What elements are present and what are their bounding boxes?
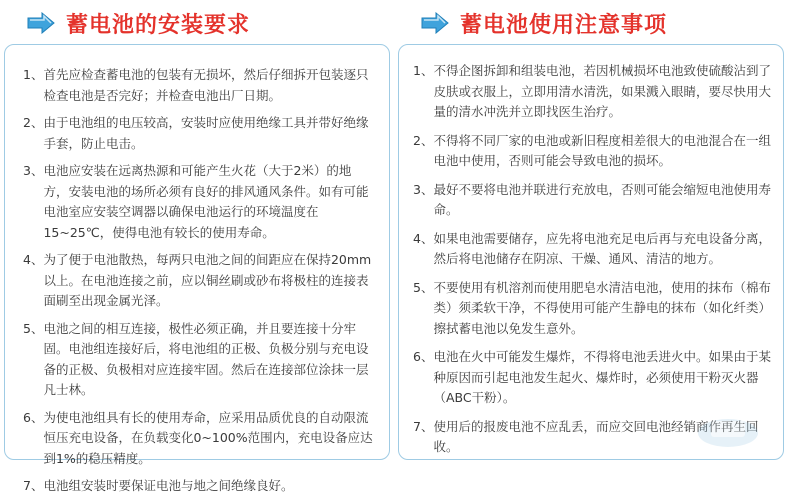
item-number: 2、: [23, 115, 44, 130]
list-item: [413, 347, 771, 409]
list-item: [413, 278, 771, 340]
list-item: [413, 229, 771, 270]
installation-requirements-box: [4, 44, 390, 493]
item-number: 7、: [23, 478, 44, 493]
list-item: [23, 65, 375, 106]
item-text: 为了便于电池散热，每两只电池之间的间距应在保持20mm以上。在电池连接之前，应以铜丝刷或砂布将极柱的连接表面刷至出现金属光泽。: [43, 252, 372, 308]
list-item: [413, 131, 771, 172]
list-item: [23, 476, 375, 497]
item-number: 1、: [413, 63, 434, 78]
list-item: [23, 113, 375, 154]
item-number: 6、: [413, 349, 434, 364]
item-number: 6、: [23, 409, 44, 425]
item-text: 不得将不同厂家的电池或新旧程度相差很大的电池混合在一组电池中使用，否则可能会导致电池的损坏。: [433, 132, 771, 168]
item-number: 7、: [413, 418, 434, 434]
item-text: 不要使用有机溶剂而使用肥皂水清洁电池，使用的抹布（棉布类）须柔软干净，不得使用可能产生静电的抹布（如化纤类）擦拭蓄电池以免发生意外。: [433, 279, 771, 336]
arrow-right-icon: [26, 12, 56, 34]
installation-requirements-panel: [4, 4, 392, 493]
item-text: 首先应检查蓄电池的包装有无损坏，然后仔细拆开包装逐只检查电池是否完好；并检查电池出厂日期。: [43, 67, 369, 103]
item-text: 如果电池需要储存，应先将电池充足电后再与充电设备分离，然后将电池储存在阴凉、干燥、通风、清洁的地方。: [433, 230, 771, 266]
faded-decoration: [693, 411, 763, 451]
usage-precautions-panel: [398, 4, 786, 460]
list-item: [413, 61, 771, 123]
list-item: [23, 161, 375, 243]
usage-precautions-list: [399, 45, 783, 458]
item-number: 5、: [23, 320, 44, 336]
item-text: 使用后的报废电池不应乱丢，而应交回电池经销商作再生回收。: [433, 418, 759, 454]
item-number: 4、: [23, 252, 44, 267]
item-text: 不得企图拆卸和组装电池，若因机械损坏电池致使硫酸沾到了皮肤或衣服上，立即用清水清洗，如果溅入眼睛，要尽快用大量的清水冲洗并立即找医生治疗。: [433, 63, 771, 119]
usage-precautions-title: 蓄电池使用注意事项: [460, 12, 668, 38]
arrow-right-icon: [420, 12, 450, 34]
usage-precautions-header: [398, 4, 786, 42]
item-text: 电池之间的相互连接，极性必须正确，并且要连接十分牢固。电池组连接好后，将电池组的正极、负极分别与充电设备的正极、负极相对应连接牢固。然后在连接部位涂抹一层凡士林。: [43, 320, 369, 397]
item-number: 4、: [413, 230, 434, 246]
item-number: 3、: [413, 181, 434, 197]
installation-requirements-header: [4, 4, 392, 42]
item-text: 电池在火中可能发生爆炸，不得将电池丢进火中。如果由于某种原因而引起电池发生起火、爆炸时，必须使用干粉灭火器（ABC干粉）。: [433, 349, 771, 405]
item-text: 电池组安装时要保证电池与地之间绝缘良好。: [43, 478, 294, 493]
list-item: [23, 250, 375, 312]
item-text: 电池应安装在远离热源和可能产生火花（大于2米）的地方，安装电池的场所必须有良好的排风通风条件。如有可能电池室应安装空调器以确保电池运行的环境温度在15~25℃，使得电池有较长的使用寿命。: [43, 163, 369, 240]
item-number: 3、: [23, 163, 44, 178]
list-item: [413, 180, 771, 221]
item-number: 2、: [413, 132, 434, 148]
usage-precautions-box: [398, 44, 784, 460]
item-number: 1、: [23, 67, 44, 82]
installation-requirements-list: [5, 45, 389, 497]
item-text: 为使电池组具有长的使用寿命，应采用品质优良的自动限流恒压充电设备，在负载变化0~100%范围内，充电设备应达到1%的稳压精度。: [43, 409, 373, 466]
installation-requirements-title: 蓄电池的安装要求: [66, 12, 251, 38]
item-text: 最好不要将电池并联进行充放电，否则可能会缩短电池使用寿命。: [433, 181, 771, 217]
list-item: [23, 408, 375, 470]
item-text: 由于电池组的电压较高，安装时应使用绝缘工具并带好绝缘手套，防止电击。: [43, 115, 369, 151]
list-item: [23, 319, 375, 401]
item-number: 5、: [413, 279, 434, 295]
